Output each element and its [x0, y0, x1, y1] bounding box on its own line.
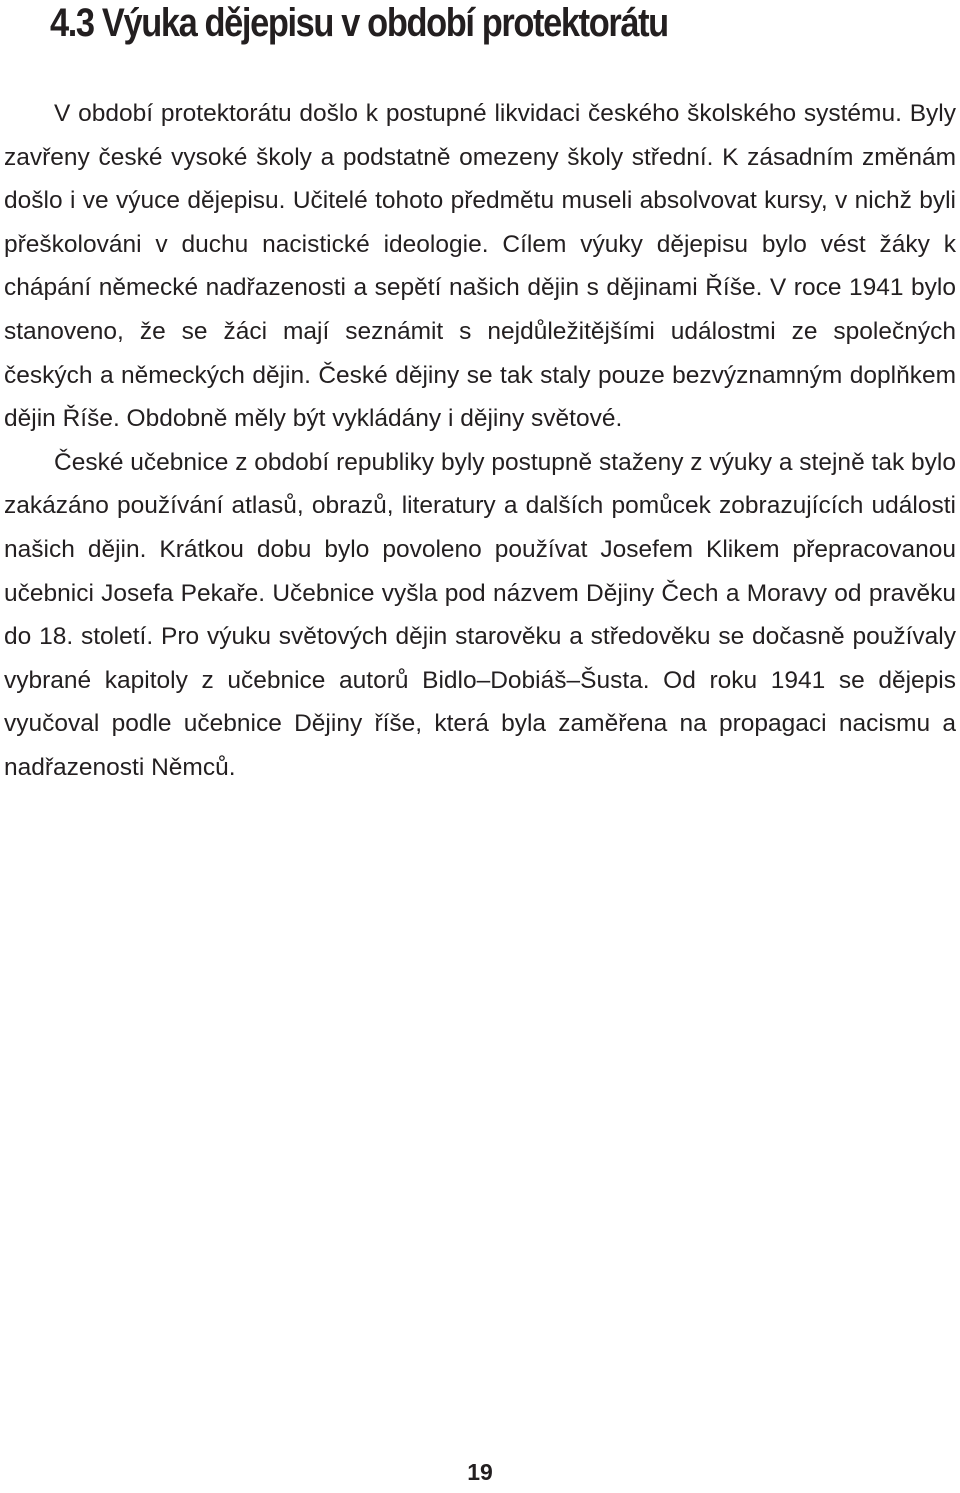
section-heading: 4.3 Výuka dějepisu v období protektorátu [50, 1, 668, 45]
body-text [4, 92, 956, 790]
paragraph-2: České učebnice z období republiky byly postupně staženy z výuky a stejně tak bylo zakázáno používání atlasů, obrazů, literatury a dalších pomůcek zobrazujících události našich dějin. Krátkou dobu bylo povoleno používat Josefem Klikem přepracovanou učebnici Josefa Pekaře. Učebnice vyšla pod názvem Dějiny Čech a Moravy od pravěku do 18. století. Pro výuku světových dějin starověku a středověku se dočasně používaly vybrané kapitoly z učebnice autorů Bidlo–Dobiáš–Šusta. Od roku 1941 se dějepis vyučoval podle učebnice Dějiny říše, která byla zaměřena na propagaci nacismu a nadřazenosti Němců. [4, 448, 956, 781]
page-number: 19 [467, 1459, 493, 1485]
paragraph-1: V období protektorátu došlo k postupné likvidaci českého školského systému. Byly zavřeny české vysoké školy a podstatně omezeny školy střední. K zásadním změnám došlo i ve výuce dějepisu. Učitelé tohoto předmětu museli absolvovat kursy, v nichž byli přeškolováni v duchu nacistické ideologie. Cílem výuky dějepisu bylo vést žáky k chápání německé nadřazenosti a sepětí našich dějin s dějinami Říše. V roce 1941 bylo stanoveno, že se žáci mají seznámit s nejdůležitějšími událostmi ze společných českých a německých dějin. České dějiny se tak staly pouze bezvýznamným doplňkem dějin Říše. Obdobně měly být vykládány i dějiny světové. [4, 100, 956, 433]
